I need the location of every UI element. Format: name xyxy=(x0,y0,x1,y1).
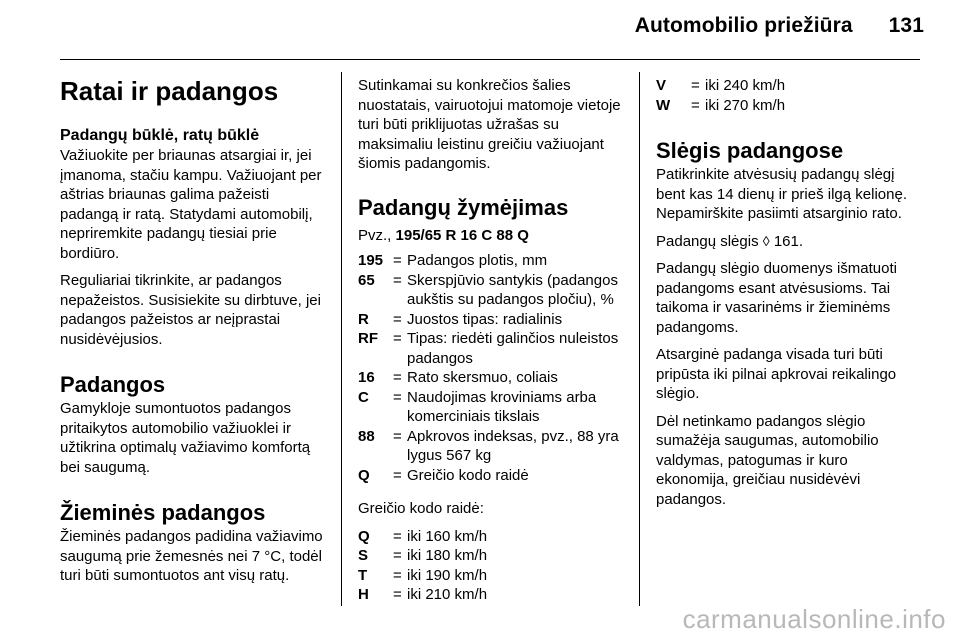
marking-row-equals: = xyxy=(393,388,402,406)
marking-row-equals: = xyxy=(393,427,402,445)
marking-row xyxy=(358,271,630,310)
reference-arrow-icon: ◊ xyxy=(762,232,770,249)
speed-code-row-key: S xyxy=(358,547,369,564)
speed-code-row-key: V xyxy=(656,77,667,94)
tyre-pressure-paragraph-5: Dėl netinkamo padangos slėgio sumažėja saugumas, automobilio valdymas, patogumas ir kuro ekonomija, greičiau nusidėvėvi padangos. xyxy=(656,412,879,508)
tyres-heading: Padangos xyxy=(60,372,166,397)
marking-row xyxy=(358,310,630,330)
winter-tyres-heading: Žieminės padangos xyxy=(60,500,266,525)
marking-row-equals: = xyxy=(393,252,402,269)
speed-code-row-value: iki 210 km/h xyxy=(407,586,488,603)
speed-codes-list-continued xyxy=(656,76,924,115)
marking-row-value: Rato skersmuo, coliais xyxy=(407,369,558,386)
marking-row-value: Padangos plotis, mm xyxy=(407,252,548,269)
column-1 xyxy=(60,76,330,586)
column-divider-2 xyxy=(639,72,640,606)
designation-example: Pvz., 195/65 R 16 C 88 Q xyxy=(358,226,529,244)
speed-code-row xyxy=(358,527,630,547)
winter-tyres-paragraph: Žieminės padangos padidina važiavimo saugumą prie žemesnės nei 7 °C, todėl turi būti sumontuotos ant visų ratų. xyxy=(60,528,323,584)
marking-row xyxy=(358,368,630,388)
speed-code-row-key: W xyxy=(656,96,671,114)
tyre-pressure-paragraph-3: Padangų slėgio duomenys išmatuoti padangoms esant atvėsusioms. Tai taikoma ir vasarinėms ir žieminėms padangoms. xyxy=(656,260,897,336)
marking-row-equals: = xyxy=(393,330,402,347)
speed-code-intro: Greičio kodo raidė: xyxy=(358,500,484,517)
column-divider-1 xyxy=(341,72,342,606)
tyre-pressure-paragraph-1: Patikrinkite atvėsusių padangų slėgį bent kas 14 dienų ir prieš ilgą kelionę. Nepamirškite pasiimti atsarginio rato. xyxy=(656,166,907,222)
marking-row xyxy=(358,329,630,368)
speed-codes-list xyxy=(358,527,630,605)
tyre-condition-heading: Padangų būklė, ratų būklė xyxy=(60,127,260,144)
speed-code-row-equals: = xyxy=(691,96,700,114)
marking-row-value: Juostos tipas: radialinis xyxy=(407,310,563,328)
marking-row-key: 195 xyxy=(358,252,384,269)
column-2 xyxy=(358,76,630,605)
marking-row-equals: = xyxy=(393,466,402,484)
speed-code-row-value: iki 240 km/h xyxy=(705,77,786,94)
marking-row xyxy=(358,388,630,427)
speed-code-row xyxy=(656,76,924,96)
header-title: Automobilio priežiūra xyxy=(634,14,853,37)
marking-row-equals: = xyxy=(393,369,402,386)
speed-code-row-equals: = xyxy=(393,586,402,603)
marking-row-value: Apkrovos indeksas, pvz., 88 yra lygus 567 kg xyxy=(407,427,619,464)
marking-row-equals: = xyxy=(393,271,402,289)
header-rule xyxy=(60,59,920,60)
tyre-designation-heading: Padangų žymėjimas xyxy=(358,194,569,220)
marking-row-equals: = xyxy=(393,310,402,328)
marking-row xyxy=(358,251,630,271)
speed-code-row-key: T xyxy=(358,566,368,584)
speed-code-row-key: Q xyxy=(358,527,370,545)
page-header xyxy=(635,14,924,38)
column-3 xyxy=(656,76,924,509)
speed-code-row-equals: = xyxy=(393,527,402,545)
speed-code-row-value: iki 270 km/h xyxy=(705,96,786,114)
marking-row xyxy=(358,427,630,466)
marking-row-value: Naudojimas kroviniams arba komerciniais tikslais xyxy=(407,388,597,425)
tyres-paragraph: Gamykloje sumontuotos padangos pritaikytos automobilio važiuoklei ir užtikrina optimalų važiavimo komfortą bei saugumą. xyxy=(60,400,311,476)
tyre-markings-list xyxy=(358,251,630,485)
speed-label-paragraph: Sutinkamai su konkrečios šalies nuostatais, vairuotojui matomoje vietoje turi būti priklijuotas užrašas su maksimaliu leistinu greičiu važiuojant šiomis padangomis. xyxy=(358,77,621,172)
tyre-pressure-reference: Padangų slėgis ◊ 161. xyxy=(656,232,804,250)
marking-row-key: C xyxy=(358,388,369,406)
marking-row-key: RF xyxy=(358,330,378,347)
speed-code-row xyxy=(656,96,924,116)
marking-row xyxy=(358,466,630,486)
watermark: carmanualsonline.info xyxy=(682,604,946,634)
speed-code-row xyxy=(358,585,630,605)
marking-row-key: Q xyxy=(358,466,370,484)
tyre-condition-paragraph-1: Važiuokite per briaunas atsargiai ir, jei įmanoma, stačiu kampu. Važiuojant per aštrias briaunas galima pažeisti padangą ir ratą. Statydami automobilį, nepriremkite padangų tiesiai prie bordiūro. xyxy=(60,147,322,262)
marking-row-value: Tipas: riedėti galinčios nuleistos padangos xyxy=(407,330,619,367)
page-section-title: Ratai ir padangos xyxy=(60,76,279,106)
tyre-pressure-heading: Slėgis padangose xyxy=(656,138,844,163)
marking-row-key: R xyxy=(358,310,369,328)
marking-row-key: 88 xyxy=(358,427,375,445)
marking-row-key: 65 xyxy=(358,271,375,289)
speed-code-row-value: iki 160 km/h xyxy=(407,527,488,545)
marking-row-value: Skerspjūvio santykis (padangos aukštis su padangos pločiu), % xyxy=(407,271,618,308)
reference-page-link[interactable]: 161. xyxy=(773,232,804,250)
marking-row-key: 16 xyxy=(358,369,375,386)
speed-code-row xyxy=(358,546,630,566)
speed-code-row-equals: = xyxy=(691,77,700,94)
speed-code-row-key: H xyxy=(358,586,369,603)
tyre-pressure-paragraph-4: Atsarginė padanga visada turi būti pripūsta iki pilnai apkrovai reikalingo slėgio. xyxy=(656,346,897,402)
speed-code-row-equals: = xyxy=(393,566,402,584)
speed-code-row-equals: = xyxy=(393,547,402,564)
speed-code-row-value: iki 190 km/h xyxy=(407,566,488,584)
page-number: 131 xyxy=(888,14,924,37)
tyre-condition-paragraph-2: Reguliariai tikrinkite, ar padangos nepažeistos. Susisiekite su dirbtuve, jei padangos pažeistos ar neįprastai nusidėvėjusios. xyxy=(60,272,321,348)
speed-code-row-value: iki 180 km/h xyxy=(407,547,488,564)
marking-row-value: Greičio kodo raidė xyxy=(407,466,529,484)
speed-code-row xyxy=(358,566,630,586)
